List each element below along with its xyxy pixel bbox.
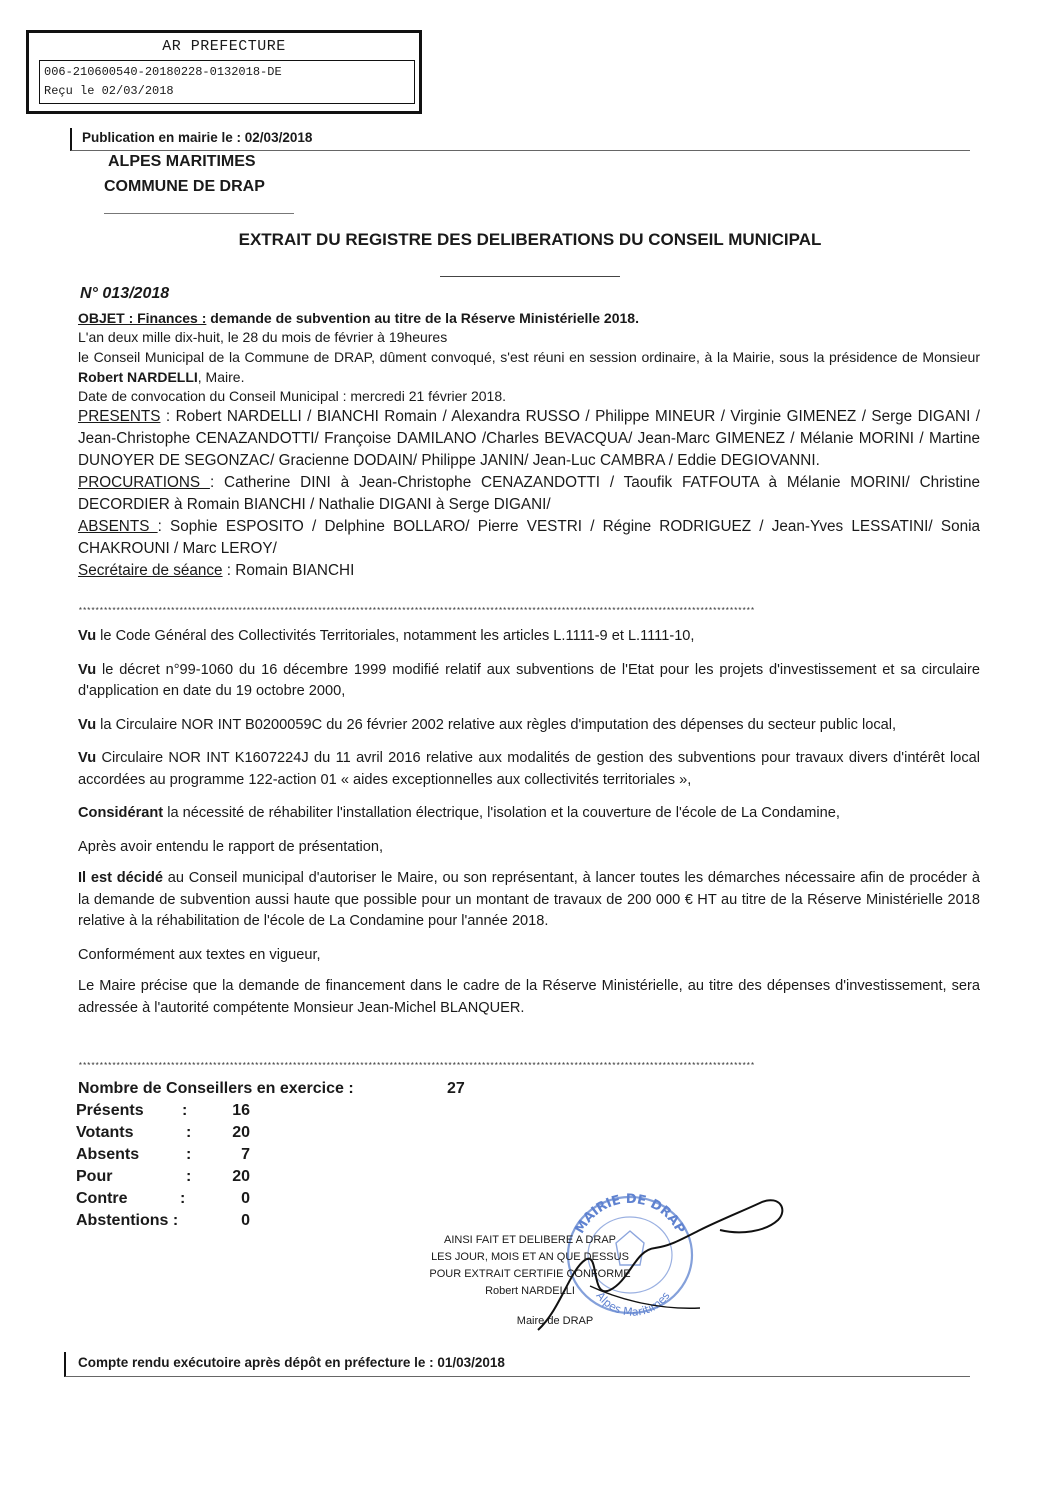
signature-block	[390, 1232, 673, 1330]
stars-separator-top: *****************************************************************************************************************************************************************	[78, 607, 755, 616]
vu-1-text: le Code Général des Collectivités Territoriales, notamment les articles L.1111-9 et L.1111-10,	[96, 628, 695, 644]
signature-name: Robert NARDELLI	[485, 1285, 575, 1297]
objet-label: OBJET : Finances :	[78, 310, 207, 326]
vote-value-presents: 16	[232, 1102, 250, 1119]
presents-names: : Robert NARDELLI / BIANCHI Romain / Alexandra RUSSO / Philippe MINEUR / Virginie GIMENEZ / Serge DIGANI / Jean-Christophe CENAZANDOTTI/ Françoise DAMILANO /Charles BEVACQUA/ Jean-Marc GIMENEZ / Mélanie MORINI / Martine DUNOYER DE SEGONZAC/ Gracienne DODAIN/ Philippe JANIN/ Jean-Luc CAMBRA / Eddie DEGIOVANNI.	[78, 408, 980, 469]
considerant-text: la nécessité de réhabiliter l'installation électrique, l'isolation et la couverture de l'école de La Condamine,	[163, 805, 840, 821]
vote-label-presents: Présents	[76, 1102, 144, 1119]
intro-session-text: le Conseil Municipal de la Commune de DRAP, dûment convoqué, s'est réuni en session ordinaire, à la Mairie, sous la présidence de Monsieur	[78, 349, 980, 365]
intro-session-end: , Maire.	[197, 369, 245, 385]
vote-value-abstentions: 0	[241, 1212, 250, 1229]
stamp-title: AR PREFECTURE	[162, 38, 286, 55]
vote-label-pour: Pour	[76, 1168, 113, 1185]
commune: COMMUNE DE DRAP	[104, 178, 265, 195]
compte-rendu-date: Compte rendu exécutoire après dépôt en préfecture le : 01/03/2018	[78, 1355, 505, 1370]
decision-paragraph	[78, 868, 980, 933]
publication-date: Publication en mairie le : 02/03/2018	[82, 130, 313, 145]
maire-precise-paragraph: Le Maire précise que la demande de financement dans le cadre de la Réserve Ministérielle, au titre des dépenses d'investissement, sera adressée à l'autorité compétente Monsieur Jean-Michel BLANQUER.	[78, 978, 980, 1016]
deliberation-number: N° 013/2018	[80, 285, 170, 302]
stamp-line-2: Reçu le 02/03/2018	[44, 84, 174, 98]
vote-colon-contre: :	[180, 1190, 186, 1207]
signature-role: Maire de DRAP	[516, 1315, 594, 1327]
header-divider	[104, 213, 294, 214]
publication-bar	[70, 128, 970, 151]
vote-colon-absents: :	[186, 1146, 192, 1163]
vote-label-contre: Contre	[76, 1190, 128, 1207]
intro-session	[78, 347, 980, 387]
stamp-reference	[39, 60, 415, 104]
rapport-paragraph: Après avoir entendu le rapport de présentation,	[78, 838, 384, 855]
signature-line-1: AINSI FAIT ET DELIBERE A DRAP	[444, 1234, 616, 1246]
stamp-line-1: 006-210600540-20180228-0132018-DE	[44, 65, 282, 79]
vote-colon-votants: :	[186, 1124, 192, 1141]
conformement-paragraph: Conformément aux textes en vigueur,	[78, 946, 321, 963]
vu-3-label: Vu	[78, 716, 97, 733]
absents-list	[78, 516, 980, 560]
considerant-label: Considérant	[78, 805, 164, 821]
conseillers-exercice-label: Nombre de Conseillers en exercice :	[78, 1080, 354, 1097]
vote-colon-presents: :	[182, 1102, 188, 1119]
signature-line-2: LES JOUR, MOIS ET AN QUE DESSUS	[431, 1251, 629, 1263]
vu-paragraph-3	[78, 715, 980, 737]
decision-label: Il est décidé	[78, 870, 163, 886]
presents-list	[78, 406, 980, 472]
seal-top-text: MAIRIE DE DRAP	[572, 1191, 688, 1237]
secretaire	[78, 560, 980, 582]
decision-text: au Conseil municipal d'autoriser le Maire, ou son représentant, à lancer toutes les démarches nécessaire afin de procéder à la demande de subvention aussi haute que possible pour un montant de travaux de 200 000 € HT au titre de la Réserve Ministérielle 2018 relative à la réhabilitation de l'école de La Condamine pour l'année 2018.	[78, 870, 981, 929]
considerant-paragraph	[78, 803, 980, 825]
vu-2-label: Vu	[78, 661, 97, 678]
procurations-label: PROCURATIONS	[78, 474, 210, 491]
absents-label: ABSENTS	[78, 518, 158, 535]
title-divider	[440, 276, 620, 277]
procurations-list	[78, 472, 980, 516]
vote-value-pour: 20	[232, 1168, 250, 1185]
mayor-name: Robert NARDELLI	[78, 369, 198, 385]
vu-1-label: Vu	[78, 628, 97, 644]
department: ALPES MARITIMES	[108, 153, 256, 170]
conseillers-exercice-value: 27	[447, 1080, 465, 1097]
vu-paragraph-1	[78, 626, 980, 648]
ar-prefecture-stamp	[26, 30, 422, 114]
convocation-date: Date de convocation du Conseil Municipal : mercredi 21 février 2018.	[78, 388, 507, 404]
procurations-names: : Catherine DINI à Jean-Christophe CENAZANDOTTI / Taoufik FATFOUTA à Mélanie MORINI/ Christine DECORDIER à Romain BIANCHI / Nathalie DIGANI à Serge DIGANI/	[78, 474, 980, 513]
vote-value-absents: 7	[241, 1146, 250, 1163]
seal-bottom-text: Alpes Maritimes	[593, 1289, 673, 1319]
vote-label-absents: Absents	[76, 1146, 140, 1163]
absents-names: : Sophie ESPOSITO / Delphine BOLLARO/ Pierre VESTRI / Régine RODRIGUEZ / Jean-Yves LESSATINI/ Sonia CHAKROUNI / Marc LEROY/	[78, 518, 981, 557]
deliberation-header-block	[78, 308, 980, 582]
objet-text: demande de subvention au titre de la Réserve Ministérielle 2018.	[206, 310, 639, 326]
vu-paragraph-4	[78, 748, 980, 791]
vu-paragraph-2	[78, 660, 980, 703]
vu-4-label: Vu	[78, 750, 97, 766]
vote-value-contre: 0	[241, 1190, 250, 1207]
intro-date: L'an deux mille dix-huit, le 28 du mois de février à 19heures	[78, 329, 448, 345]
vote-value-votants: 20	[232, 1124, 250, 1141]
vote-counts	[76, 1102, 276, 1242]
vu-3-text: la Circulaire NOR INT B0200059C du 26 février 2002 relative aux règles d'imputation des dépenses du secteur public local,	[96, 716, 897, 733]
objet	[78, 308, 980, 328]
vote-label-abstentions: Abstentions :	[76, 1212, 179, 1229]
vote-colon-pour: :	[186, 1168, 192, 1185]
vu-2-text: le décret n°99-1060 du 16 décembre 1999 modifié relatif aux subventions de l'Etat pour les projets d'investissement et sa circulaire d'application en date du 19 octobre 2000,	[78, 661, 980, 699]
footer-bar	[64, 1352, 970, 1377]
deliberation-body	[78, 626, 980, 1019]
stars-separator-bottom: *****************************************************************************************************************************************************************	[78, 1062, 755, 1071]
secretaire-label: Secrétaire de séance	[78, 562, 223, 579]
signature-line-3: POUR EXTRAIT CERTIFIE CONFORME	[429, 1268, 631, 1280]
presents-label: PRESENTS	[78, 408, 161, 425]
secretaire-name: : Romain BIANCHI	[222, 562, 355, 579]
vu-4-text: Circulaire NOR INT K1607224J du 11 avril 2016 relative aux modalités de gestion des subventions pour travaux divers d'intérêt local accordées au programme 122-action 01 « aides exceptionnelles aux collectivités territoriales »,	[78, 750, 980, 788]
document-title: EXTRAIT DU REGISTRE DES DELIBERATIONS DU CONSEIL MUNICIPAL	[238, 230, 822, 249]
vote-label-votants: Votants	[76, 1124, 134, 1141]
